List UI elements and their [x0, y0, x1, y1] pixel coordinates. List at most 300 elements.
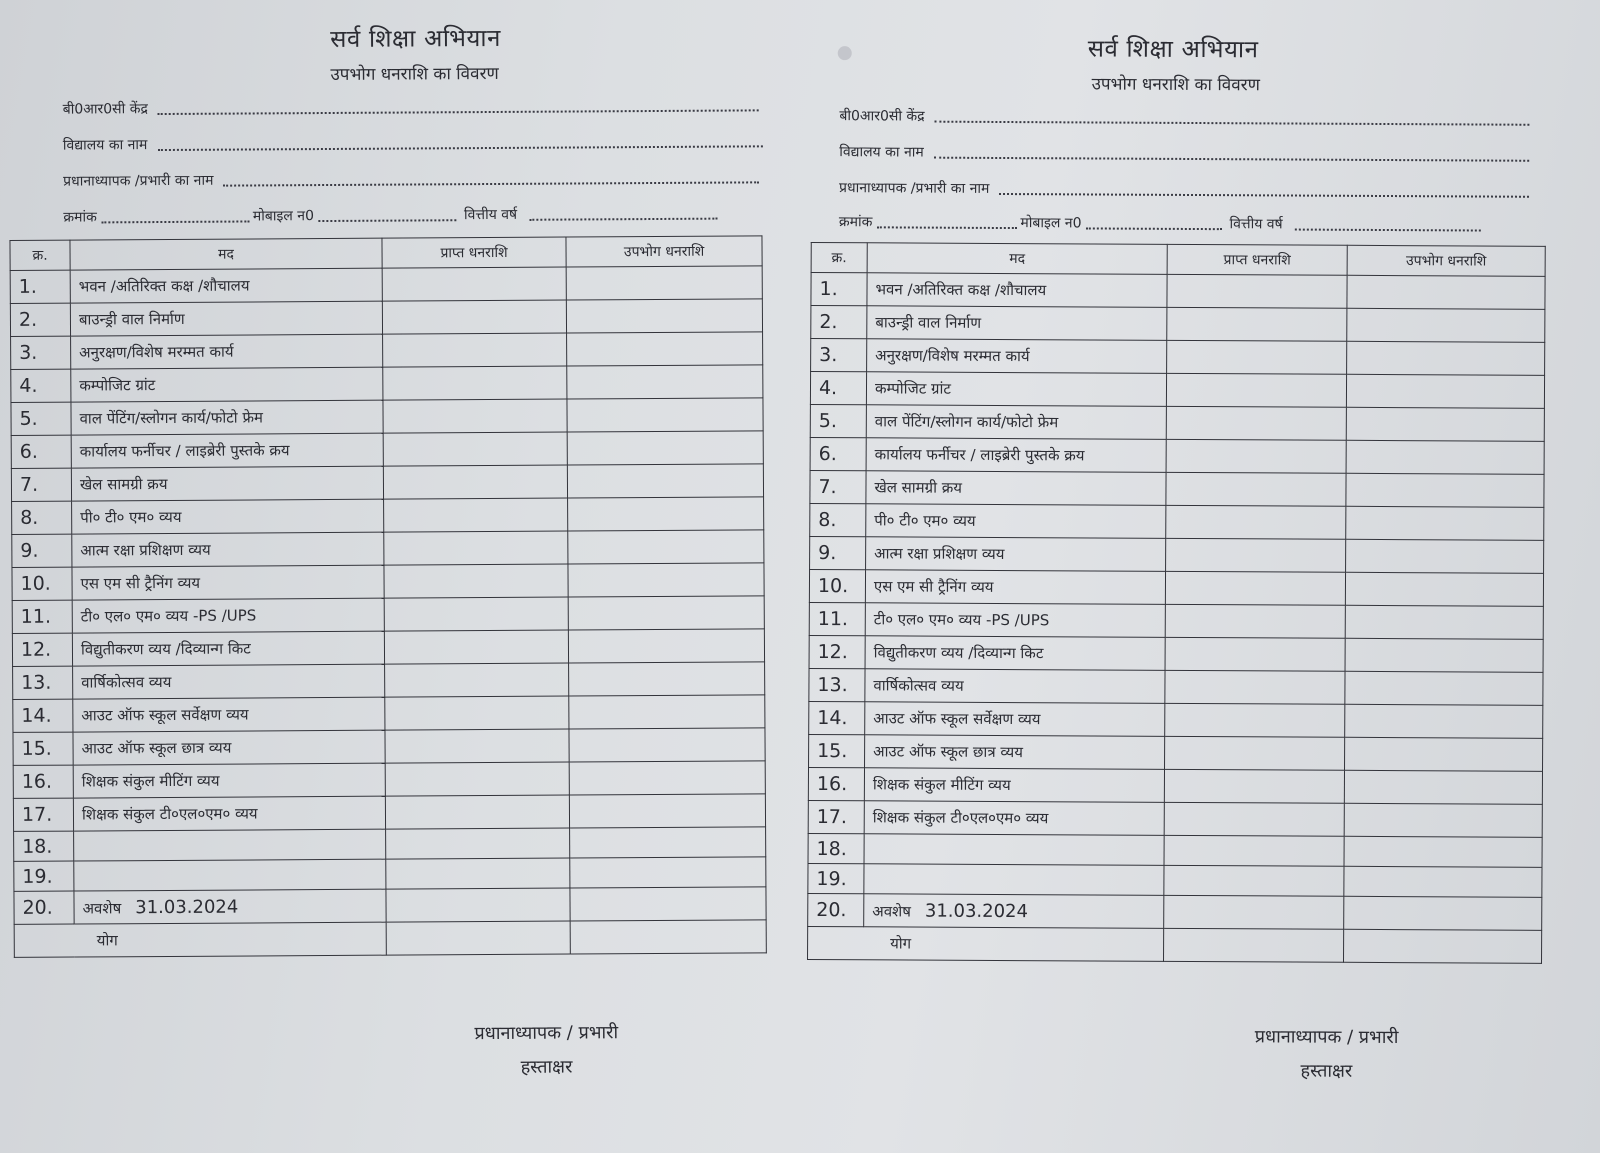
received-amount-cell[interactable]: [1166, 538, 1346, 572]
row-head-label: [867, 339, 1167, 374]
received-amount-cell[interactable]: [384, 597, 568, 631]
used-amount-cell[interactable]: [568, 497, 764, 531]
brc-label: बी0आर0सी केंद्र: [839, 108, 925, 125]
table-row: [810, 470, 1544, 507]
row-head-text: आत्म रक्षा प्रशिक्षण व्यय: [874, 544, 1005, 564]
used-amount-cell[interactable]: [567, 398, 763, 432]
table-row: [808, 800, 1542, 837]
row-number: 10.: [809, 569, 865, 602]
row-head-text: शिक्षक संकुल टी०एल०एम० व्यय: [81, 804, 258, 824]
used-amount-cell[interactable]: [1347, 341, 1545, 375]
row-number: 5.: [810, 404, 866, 437]
table-row: [808, 893, 1542, 930]
used-amount-cell[interactable]: [1346, 440, 1544, 474]
used-amount-cell[interactable]: [1345, 704, 1543, 738]
row-head-label: [864, 801, 1164, 836]
meta-row: [839, 212, 1485, 234]
row-head-label: [865, 603, 1165, 638]
table-row: [12, 563, 764, 601]
school-field[interactable]: [839, 142, 1529, 165]
row-number: 8.: [12, 501, 72, 534]
mobile-label: मोबाइल न0: [1020, 215, 1082, 232]
col-header-received: प्राप्त धनराशि: [1167, 244, 1347, 275]
received-amount-cell[interactable]: [1166, 505, 1346, 539]
row-number: 11.: [12, 600, 72, 633]
row-head-label: [864, 894, 1164, 929]
row-head-label: [866, 537, 1166, 572]
row-head-label: [73, 796, 385, 831]
fy-label: वित्तीय वर्ष: [1229, 216, 1283, 233]
row-head-text: कार्यालय फर्नीचर / लाइब्रेरी पुस्तके क्रय: [874, 445, 1085, 465]
used-amount-cell[interactable]: [569, 761, 765, 795]
school-field[interactable]: [63, 131, 763, 154]
serial-label: क्रमांक: [838, 214, 873, 231]
row-number: 13.: [809, 668, 865, 701]
used-amount-cell[interactable]: [566, 299, 762, 333]
received-amount-cell[interactable]: [1166, 439, 1346, 473]
col-header-received: प्राप्त धनराशि: [382, 237, 566, 268]
signature-label: हस्ताक्षर: [1300, 1060, 1353, 1082]
row-number: 12.: [809, 635, 865, 668]
received-amount-cell[interactable]: [1166, 373, 1346, 407]
table-row: [13, 662, 765, 700]
table-row: [12, 596, 764, 634]
received-amount-cell[interactable]: [1165, 736, 1345, 770]
row-head-label: [866, 372, 1166, 407]
row-head-text: शिक्षक संकुल टी०एल०एम० व्यय: [872, 808, 1049, 828]
used-amount-cell[interactable]: [570, 887, 766, 921]
total-row: [14, 920, 766, 958]
headmaster-field[interactable]: [63, 167, 759, 190]
used-amount-cell[interactable]: [1344, 866, 1542, 897]
row-number: 17.: [808, 800, 864, 833]
serial-dotted-line[interactable]: [101, 212, 249, 223]
col-header-sn: क्र.: [10, 240, 70, 270]
row-number: 7.: [11, 468, 71, 501]
received-amount-cell[interactable]: [383, 399, 567, 433]
table-row: [810, 536, 1544, 573]
table-row: [809, 734, 1543, 771]
row-head-label: [71, 367, 383, 402]
row-head-label: [71, 334, 383, 369]
used-amount-cell[interactable]: [568, 629, 764, 663]
used-amount-cell[interactable]: [569, 662, 765, 696]
table-row: [810, 437, 1544, 474]
row-head-label: [866, 504, 1166, 539]
table-row: [811, 305, 1545, 342]
used-amount-cell[interactable]: [568, 596, 764, 630]
row-head-label: [70, 301, 382, 336]
row-head-text: खेल सामग्री क्रय: [874, 478, 963, 497]
brc-dotted-line[interactable]: [935, 113, 1530, 126]
row-head-text: विद्युतीकरण व्यय /दिव्यान्ग किट: [80, 639, 251, 659]
fy-label: वित्तीय वर्ष: [463, 206, 518, 224]
form-subtitle: उपभोग धनराशि का विवरण: [330, 63, 499, 85]
used-amount-cell[interactable]: [567, 431, 763, 465]
used-amount-cell[interactable]: [1346, 539, 1544, 573]
meta-row: [63, 204, 721, 227]
row-number: 2.: [10, 303, 70, 336]
received-amount-cell[interactable]: [1164, 835, 1344, 866]
row-head-text: वार्षिकोत्सव व्यय: [81, 672, 172, 692]
row-head-text: वाल पेंटिंग/स्लोगन कार्य/फोटो फ्रेम: [79, 408, 264, 428]
row-head-label: [72, 631, 384, 666]
mobile-dotted-line[interactable]: [1085, 219, 1221, 230]
received-amount-cell[interactable]: [1165, 670, 1345, 704]
brc-dotted-line[interactable]: [158, 101, 759, 115]
row-number: 18.: [14, 831, 74, 861]
row-head-text: पी० टी० एम० व्यय: [80, 507, 182, 527]
col-header-sn: क्र.: [811, 242, 867, 272]
table-row: [11, 431, 763, 469]
received-amount-cell[interactable]: [1165, 571, 1345, 605]
received-amount-cell[interactable]: [382, 267, 566, 301]
row-head-label: [864, 768, 1164, 803]
row-number: 9.: [810, 536, 866, 569]
received-amount-cell[interactable]: [384, 630, 568, 664]
row-head-label: [867, 306, 1167, 341]
received-amount-cell[interactable]: [386, 858, 570, 889]
used-amount-cell[interactable]: [1345, 605, 1543, 639]
row-head-label: [71, 466, 383, 501]
paper-smudge: [838, 46, 852, 60]
signature-role: प्रधानाध्यापक / प्रभारी: [1254, 1026, 1399, 1049]
row-head-text: बाउन्ड्री वाल निर्माण: [78, 309, 185, 329]
used-amount-cell[interactable]: [567, 365, 763, 399]
received-amount-cell[interactable]: [1165, 637, 1345, 671]
row-number: 8.: [810, 503, 866, 536]
used-amount-cell[interactable]: [569, 794, 765, 828]
table-row: [808, 767, 1542, 804]
fy-dotted-line[interactable]: [1295, 221, 1481, 232]
row-number: 19.: [808, 863, 864, 893]
brc-field[interactable]: [839, 106, 1529, 129]
row-number: 17.: [13, 798, 73, 831]
row-number: 18.: [808, 833, 864, 863]
table-row: [11, 464, 763, 502]
row-head-label: [865, 669, 1165, 704]
school-dotted-line[interactable]: [934, 149, 1530, 162]
table-row: [13, 761, 765, 799]
table-row: [809, 602, 1543, 639]
used-amount-cell[interactable]: [570, 857, 766, 888]
row-head-text: अवशेष: [872, 901, 911, 921]
table-row: [10, 266, 762, 304]
used-amount-cell[interactable]: [1346, 374, 1544, 408]
used-amount-cell[interactable]: [568, 563, 764, 597]
expense-table: [9, 235, 766, 958]
col-header-head: मद: [70, 238, 382, 270]
table-row: [11, 398, 763, 436]
row-head-label: [866, 471, 1166, 506]
received-amount-cell[interactable]: [385, 663, 569, 697]
used-amount-cell[interactable]: [1347, 308, 1545, 342]
headmaster-label: प्रधानाध्यापक /प्रभारी का नाम: [839, 180, 990, 197]
table-row: [810, 503, 1544, 540]
form-subtitle: उपभोग धनराशि का विवरण: [1091, 74, 1260, 96]
total-used-cell[interactable]: [1344, 929, 1542, 963]
row-head-label: [864, 834, 1164, 866]
row-number: 6.: [810, 437, 866, 470]
row-head-text: कम्पोजिट ग्रांट: [874, 379, 952, 398]
table-row: [810, 371, 1544, 408]
col-header-head: मद: [867, 243, 1167, 275]
row-number: 20.: [808, 893, 864, 926]
total-received-cell[interactable]: [1164, 928, 1344, 962]
mobile-label: मोबाइल न0: [252, 208, 315, 225]
row-number: 4.: [11, 369, 71, 402]
table-row: [12, 530, 764, 568]
row-head-label: [73, 763, 385, 798]
row-number: 1.: [10, 270, 70, 303]
row-head-text: वाल पेंटिंग/स्लोगन कार्य/फोटो फ्रेम: [874, 412, 1059, 432]
used-amount-cell[interactable]: [568, 530, 764, 564]
table-row: [13, 728, 765, 766]
serial-label: क्रमांक: [63, 209, 97, 226]
row-head-label: [74, 889, 386, 924]
table-row: [809, 668, 1543, 705]
row-head-text: आउट ऑफ स्कूल छात्र व्यय: [873, 742, 1023, 762]
row-head-text: एस एम सी ट्रैनिंग व्यय: [80, 573, 201, 593]
row-number: 3.: [11, 336, 71, 369]
used-amount-cell[interactable]: [1347, 275, 1545, 309]
row-number: 13.: [13, 666, 73, 699]
fy-dotted-line[interactable]: [529, 210, 717, 221]
table-row: [10, 299, 762, 337]
row-number: 16.: [808, 767, 864, 800]
total-received-cell[interactable]: [386, 921, 570, 955]
received-amount-cell[interactable]: [1167, 340, 1347, 374]
table-row: [12, 497, 764, 535]
headmaster-dotted-line[interactable]: [223, 173, 759, 186]
table-row: [14, 827, 766, 862]
row-head-text: भवन /अतिरिक्त कक्ष /शौचालय: [875, 280, 1047, 300]
row-head-text: अनुरक्षण/विशेष मरम्मत कार्य: [875, 346, 1030, 366]
used-amount-cell[interactable]: [1344, 803, 1542, 837]
table-row: [12, 629, 764, 667]
row-head-text: खेल सामग्री क्रय: [79, 474, 168, 494]
row-number: 2.: [811, 305, 867, 338]
school-dotted-line[interactable]: [157, 137, 763, 151]
received-amount-cell[interactable]: [385, 762, 569, 796]
total-row: [808, 926, 1542, 963]
row-number: 15.: [13, 732, 73, 765]
table-row: [808, 863, 1542, 897]
row-number: 7.: [810, 470, 866, 503]
row-head-label: [73, 664, 385, 699]
received-amount-cell[interactable]: [385, 795, 569, 829]
used-amount-cell[interactable]: [1345, 638, 1543, 672]
headmaster-label: प्रधानाध्यापक /प्रभारी का नाम: [63, 172, 214, 190]
headmaster-dotted-line[interactable]: [999, 185, 1529, 198]
table-row: [809, 635, 1543, 672]
row-head-label: [867, 273, 1167, 308]
received-amount-cell[interactable]: [383, 366, 567, 400]
row-head-text: टी० एल० एम० व्यय -PS /UPS: [80, 606, 257, 626]
headmaster-field[interactable]: [839, 178, 1529, 201]
row-head-text: आउट ऑफ स्कूल छात्र व्यय: [81, 738, 232, 758]
received-amount-cell[interactable]: [1166, 472, 1346, 506]
used-amount-cell[interactable]: [1346, 473, 1544, 507]
row-head-text: कार्यालय फर्नीचर / लाइब्रेरी पुस्तके क्रय: [79, 441, 290, 461]
form-sheet-right: [806, 6, 1592, 1150]
used-amount-cell[interactable]: [1346, 407, 1544, 441]
brc-field[interactable]: [63, 95, 759, 118]
row-head-label: [70, 268, 382, 303]
row-head-label: [72, 598, 384, 633]
brc-label: बी0आर0सी केंद्र: [62, 101, 148, 118]
table-row: [13, 794, 765, 832]
table-row: [11, 365, 763, 403]
received-amount-cell[interactable]: [1167, 307, 1347, 341]
row-head-label: [865, 636, 1165, 671]
used-amount-cell[interactable]: [1346, 506, 1544, 540]
received-amount-cell[interactable]: [1165, 703, 1345, 737]
received-amount-cell[interactable]: [1164, 895, 1344, 929]
row-head-label: [71, 400, 383, 435]
school-label: विद्यालय का नाम: [839, 144, 924, 161]
mobile-dotted-line[interactable]: [318, 211, 456, 222]
signature-block: [446, 1016, 646, 1085]
row-number: 6.: [11, 435, 71, 468]
row-head-label: [866, 438, 1166, 473]
received-amount-cell[interactable]: [1164, 802, 1344, 836]
signature-role: प्रधानाध्यापक / प्रभारी: [474, 1022, 619, 1045]
row-head-label: [72, 499, 384, 534]
balance-date: 31.03.2024: [135, 896, 239, 918]
row-head-text: टी० एल० एम० व्यय -PS /UPS: [873, 610, 1050, 630]
used-amount-cell[interactable]: [1345, 737, 1543, 771]
received-amount-cell[interactable]: [384, 498, 568, 532]
row-head-label: [74, 829, 386, 861]
received-amount-cell[interactable]: [382, 300, 566, 334]
table-row: [811, 338, 1545, 375]
used-amount-cell[interactable]: [1344, 836, 1542, 867]
row-number: 12.: [12, 633, 72, 666]
received-amount-cell[interactable]: [1166, 406, 1346, 440]
row-number: 14.: [809, 701, 865, 734]
received-amount-cell[interactable]: [386, 888, 570, 922]
table-header-row: [10, 236, 762, 271]
received-amount-cell[interactable]: [386, 828, 570, 859]
form-title: सर्व शिक्षा अभियान: [1087, 34, 1259, 64]
row-number: 3.: [811, 338, 867, 371]
received-amount-cell[interactable]: [1164, 769, 1344, 803]
received-amount-cell[interactable]: [1167, 274, 1347, 308]
received-amount-cell[interactable]: [383, 465, 567, 499]
form-title: सर्व शिक्षा अभियान: [330, 23, 501, 53]
row-head-text: शिक्षक संकुल मीटिंग व्यय: [81, 771, 220, 791]
balance-date: 31.03.2024: [924, 900, 1029, 922]
row-head-text: एस एम सी ट्रैनिंग व्यय: [873, 577, 994, 596]
used-amount-cell[interactable]: [1344, 896, 1542, 930]
col-header-used: उपभोग धनराशि: [1347, 245, 1545, 276]
received-amount-cell[interactable]: [1164, 865, 1344, 896]
used-amount-cell[interactable]: [570, 827, 766, 858]
col-header-used: उपभोग धनराशि: [566, 236, 762, 267]
received-amount-cell[interactable]: [385, 729, 569, 763]
row-head-label: [71, 433, 383, 468]
row-number: 15.: [809, 734, 865, 767]
row-head-label: [865, 702, 1165, 737]
row-head-label: [866, 405, 1166, 440]
total-label: योग: [14, 922, 386, 957]
row-number: 1.: [811, 272, 867, 305]
row-head-text: पी० टी० एम० व्यय: [874, 511, 976, 530]
table-row: [809, 569, 1543, 606]
total-used-cell[interactable]: [570, 920, 766, 954]
row-head-text: शिक्षक संकुल मीटिंग व्यय: [872, 775, 1011, 795]
row-head-label: [865, 570, 1165, 605]
row-number: 5.: [11, 402, 71, 435]
row-head-label: [73, 697, 385, 732]
table-row: [14, 887, 766, 925]
row-head-label: [72, 532, 384, 567]
form-sheet-left: [0, 0, 797, 1153]
used-amount-cell[interactable]: [1345, 671, 1543, 705]
school-label: विद्यालय का नाम: [62, 137, 148, 154]
used-amount-cell[interactable]: [567, 464, 763, 498]
used-amount-cell[interactable]: [566, 266, 762, 300]
signature-label: हस्ताक्षर: [520, 1056, 573, 1078]
total-label: योग: [808, 926, 1164, 961]
row-head-label: [73, 730, 385, 765]
row-number: 4.: [810, 371, 866, 404]
used-amount-cell[interactable]: [569, 695, 765, 729]
row-head-text: बाउन्ड्री वाल निर्माण: [875, 313, 982, 332]
row-head-text: वार्षिकोत्सव व्यय: [873, 676, 964, 695]
row-head-text: अनुरक्षण/विशेष मरम्मत कार्य: [79, 342, 234, 362]
used-amount-cell[interactable]: [1345, 572, 1543, 606]
received-amount-cell[interactable]: [385, 696, 569, 730]
row-head-text: विद्युतीकरण व्यय /दिव्यान्ग किट: [873, 643, 1044, 663]
table-row: [810, 404, 1544, 441]
table-row: [809, 701, 1543, 738]
received-amount-cell[interactable]: [1165, 604, 1345, 638]
table-row: [11, 332, 763, 370]
row-head-text: अवशेष: [82, 898, 122, 918]
received-amount-cell[interactable]: [384, 564, 568, 598]
received-amount-cell[interactable]: [383, 432, 567, 466]
row-number: 9.: [12, 534, 72, 567]
table-header-row: [811, 242, 1545, 276]
table-row: [811, 272, 1545, 309]
row-head-text: आउट ऑफ स्कूल सर्वेक्षण व्यय: [873, 709, 1041, 729]
used-amount-cell[interactable]: [1344, 770, 1542, 804]
row-head-label: [865, 735, 1165, 770]
table-row: [808, 833, 1542, 867]
table-row: [14, 857, 766, 892]
row-number: 10.: [12, 567, 72, 600]
row-head-label: [74, 859, 386, 891]
row-head-text: आउट ऑफ स्कूल सर्वेक्षण व्यय: [81, 705, 249, 725]
used-amount-cell[interactable]: [569, 728, 765, 762]
row-head-label: [72, 565, 384, 600]
table-row: [13, 695, 765, 733]
received-amount-cell[interactable]: [384, 531, 568, 565]
row-head-text: कम्पोजिट ग्रांट: [79, 376, 156, 395]
used-amount-cell[interactable]: [567, 332, 763, 366]
row-head-text: भवन /अतिरिक्त कक्ष /शौचालय: [78, 276, 250, 296]
signature-block: [1226, 1020, 1426, 1089]
received-amount-cell[interactable]: [383, 333, 567, 367]
row-number: 11.: [809, 602, 865, 635]
serial-dotted-line[interactable]: [876, 218, 1016, 229]
row-number: 20.: [14, 891, 74, 924]
row-head-label: [864, 864, 1164, 896]
row-number: 19.: [14, 861, 74, 891]
row-number: 16.: [13, 765, 73, 798]
